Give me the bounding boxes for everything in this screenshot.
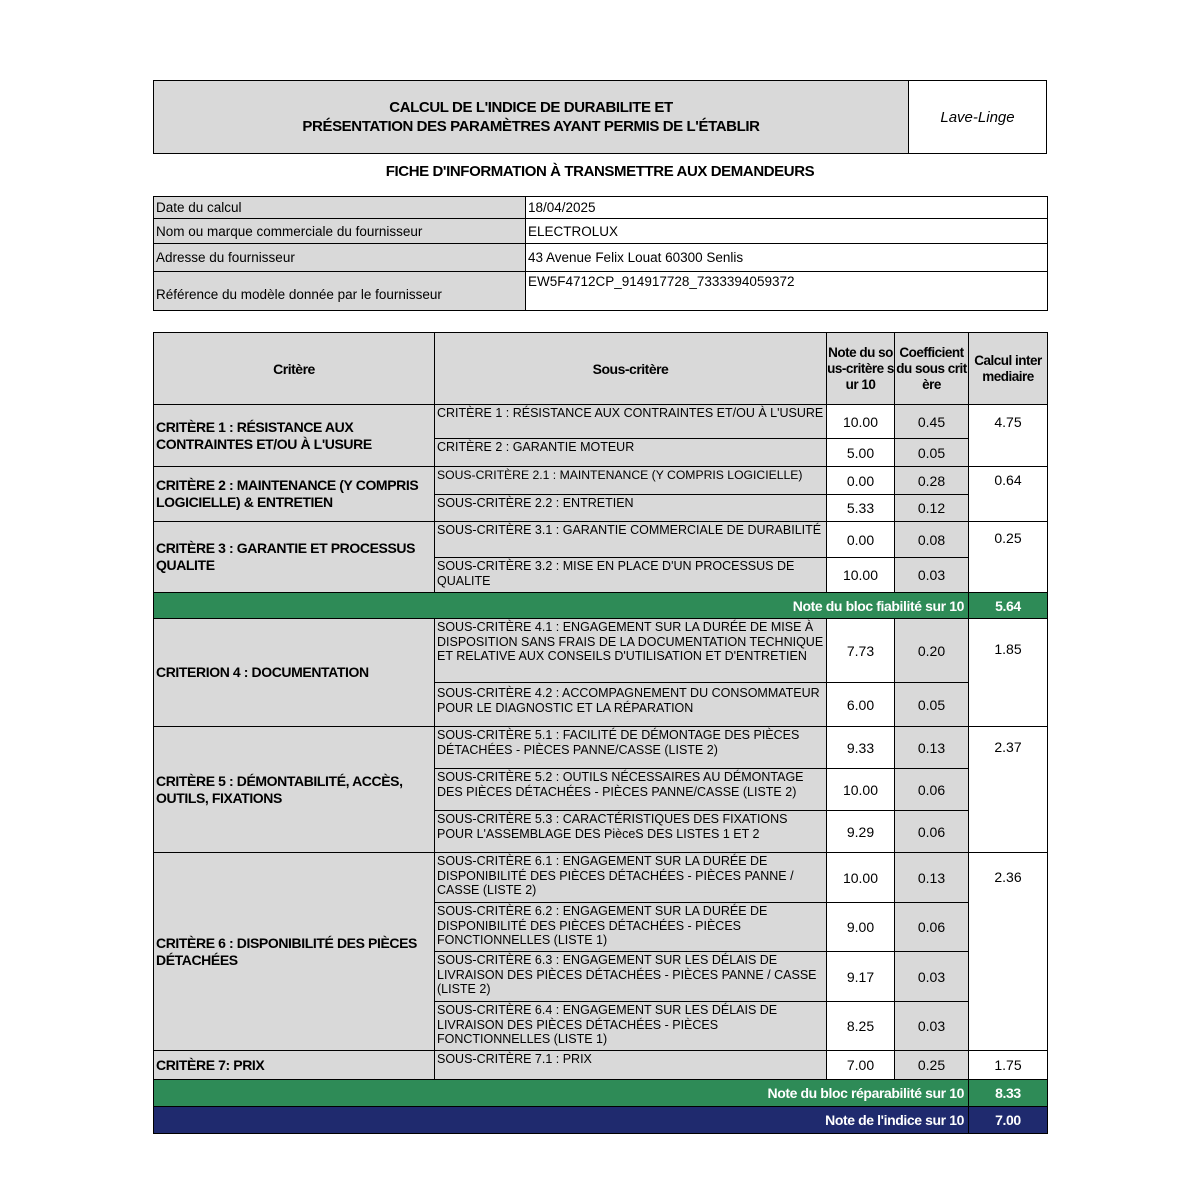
header-sous-critere: Sous-critère: [435, 333, 827, 405]
info-label: Date du calcul: [154, 197, 526, 219]
bloc-fiabilite-value: 5.64: [969, 593, 1048, 619]
table-row: [154, 1051, 1048, 1080]
sub-coefficient: 0.06: [895, 903, 969, 952]
sub-coefficient: 0.03: [895, 952, 969, 1002]
indice-label: Note de l'indice sur 10: [154, 1107, 969, 1134]
bloc-fiabilite-row: [154, 593, 1048, 619]
info-row-address: [154, 244, 1048, 272]
table-header-row: [154, 333, 1048, 405]
sub-criterion: SOUS-CRITÈRE 4.1 : ENGAGEMENT SUR LA DURÉE DE MISE À DISPOSITION SANS FRAIS DE LA DOCUMENTATION TECHNIQUE ET RELATIVE AUX CONSEILS D'UTILISATION ET D'ENTRETIEN: [435, 619, 827, 683]
table-row: [154, 405, 1048, 439]
info-label: Adresse du fournisseur: [154, 244, 526, 272]
sub-criterion: SOUS-CRITÈRE 7.1 : PRIX: [435, 1051, 827, 1080]
sub-criterion: CRITÈRE 1 : RÉSISTANCE AUX CONTRAINTES ET/OU À L'USURE: [435, 405, 827, 439]
header-note: Note du sous-critère sur 10: [827, 333, 895, 405]
table-row: [154, 853, 1048, 903]
criterion-7: CRITÈRE 7: PRIX: [154, 1051, 435, 1080]
sub-note: 9.17: [827, 952, 895, 1002]
criterion-6: CRITÈRE 6 : DISPONIBILITÉ DES PIÈCES DÉTACHÉES: [154, 853, 435, 1051]
sub-criterion: SOUS-CRITÈRE 4.2 : ACCOMPAGNEMENT DU CONSOMMATEUR POUR LE DIAGNOSTIC ET LA RÉPARATION: [435, 683, 827, 727]
criterion-2: CRITÈRE 2 : MAINTENANCE (Y COMPRIS LOGICIELLE) & ENTRETIEN: [154, 467, 435, 522]
sub-note: 10.00: [827, 405, 895, 439]
document-header: [153, 80, 1047, 154]
criterion-4: CRITERION 4 : DOCUMENTATION: [154, 619, 435, 727]
sub-coefficient: 0.13: [895, 853, 969, 903]
bloc-reparabilite-value: 8.33: [969, 1080, 1048, 1107]
header-critere: Critère: [154, 333, 435, 405]
bloc-reparabilite-label: Note du bloc réparabilité sur 10: [154, 1080, 969, 1107]
document-title: [154, 81, 909, 153]
fiche-title: FICHE D'INFORMATION À TRANSMETTRE AUX DEMANDEURS: [385, 163, 815, 180]
sub-coefficient: 0.06: [895, 811, 969, 853]
sub-coefficient: 0.03: [895, 558, 969, 593]
info-row-brand: [154, 219, 1048, 244]
sub-coefficient: 0.20: [895, 619, 969, 683]
sub-note: 10.00: [827, 558, 895, 593]
title-line-2: PRÉSENTATION DES PARAMÈTRES AYANT PERMIS DE L'ÉTABLIR: [302, 118, 760, 135]
sub-criterion: SOUS-CRITÈRE 2.2 : ENTRETIEN: [435, 495, 827, 522]
sub-coefficient: 0.28: [895, 467, 969, 495]
info-row-reference: [154, 272, 1048, 311]
sub-note: 9.29: [827, 811, 895, 853]
sub-note: 10.00: [827, 853, 895, 903]
info-value: EW5F4712CP_914917728_7333394059372: [526, 272, 1048, 311]
sub-note: 9.33: [827, 727, 895, 769]
sub-coefficient: 0.03: [895, 1002, 969, 1051]
sub-criterion: SOUS-CRITÈRE 6.4 : ENGAGEMENT SUR LES DÉLAIS DE LIVRAISON DES PIÈCES DÉTACHÉES - PIÈCES FONCTIONNELLES (LISTE 1): [435, 1002, 827, 1051]
sub-coefficient: 0.05: [895, 683, 969, 727]
sub-coefficient: 0.05: [895, 439, 969, 467]
sub-criterion: SOUS-CRITÈRE 5.1 : FACILITÉ DE DÉMONTAGE DES PIÈCES DÉTACHÉES - PIÈCES PANNE/CASSE (LISTE 2): [435, 727, 827, 769]
sub-criterion: SOUS-CRITÈRE 6.3 : ENGAGEMENT SUR LES DÉLAIS DE LIVRAISON DES PIÈCES DÉTACHÉES - PIÈCES PANNE / CASSE (LISTE 2): [435, 952, 827, 1002]
sub-note: 9.00: [827, 903, 895, 952]
supplier-info-table: [153, 196, 1048, 311]
info-value: 18/04/2025: [526, 197, 1048, 219]
indice-row: [154, 1107, 1048, 1134]
product-type: Lave-Linge: [940, 108, 1015, 126]
table-row: [154, 522, 1048, 558]
sub-note: 10.00: [827, 769, 895, 811]
info-row-date: [154, 197, 1048, 219]
intermediate-calc: 4.75: [969, 405, 1048, 467]
criterion-1: CRITÈRE 1 : RÉSISTANCE AUX CONTRAINTES ET/OU À L'USURE: [154, 405, 435, 467]
sub-coefficient: 0.12: [895, 495, 969, 522]
sub-criterion: SOUS-CRITÈRE 2.1 : MAINTENANCE (Y COMPRIS LOGICIELLE): [435, 467, 827, 495]
title-line-1: CALCUL DE L'INDICE DE DURABILITE ET: [389, 99, 673, 116]
sub-criterion: SOUS-CRITÈRE 3.1 : GARANTIE COMMERCIALE DE DURABILITÉ: [435, 522, 827, 558]
sub-note: 6.00: [827, 683, 895, 727]
table-row: [154, 467, 1048, 495]
header-calcul: Calcul intermediaire: [969, 333, 1048, 405]
sub-note: 5.00: [827, 439, 895, 467]
sub-coefficient: 0.13: [895, 727, 969, 769]
sub-coefficient: 0.45: [895, 405, 969, 439]
info-label: Référence du modèle donnée par le fournisseur: [154, 272, 526, 311]
header-coefficient: Coefficient du sous critère: [895, 333, 969, 405]
intermediate-calc: 1.75: [969, 1051, 1048, 1080]
sub-criterion: SOUS-CRITÈRE 6.1 : ENGAGEMENT SUR LA DURÉE DE DISPONIBILITÉ DES PIÈCES DÉTACHÉES - PIÈCES PANNE / CASSE (LISTE 2): [435, 853, 827, 903]
sub-coefficient: 0.25: [895, 1051, 969, 1080]
bloc-fiabilite-label: Note du bloc fiabilité sur 10: [154, 593, 969, 619]
intermediate-calc: 1.85: [969, 619, 1048, 727]
sub-criterion: SOUS-CRITÈRE 6.2 : ENGAGEMENT SUR LA DURÉE DE DISPONIBILITÉ DES PIÈCES DÉTACHÉES - PIÈCES FONCTIONNELLES (LISTE 1): [435, 903, 827, 952]
table-row: [154, 619, 1048, 683]
sub-criterion: SOUS-CRITÈRE 5.3 : CARACTÉRISTIQUES DES FIXATIONS POUR L'ASSEMBLAGE DES PièceS DES LISTES 1 ET 2: [435, 811, 827, 853]
intermediate-calc: 2.36: [969, 853, 1048, 1051]
sub-note: 0.00: [827, 522, 895, 558]
intermediate-calc: 0.64: [969, 467, 1048, 522]
sub-note: 7.00: [827, 1051, 895, 1080]
info-value: ELECTROLUX: [526, 219, 1048, 244]
intermediate-calc: 2.37: [969, 727, 1048, 853]
criterion-3: CRITÈRE 3 : GARANTIE ET PROCESSUS QUALITE: [154, 522, 435, 593]
sub-note: 5.33: [827, 495, 895, 522]
intermediate-calc: 0.25: [969, 522, 1048, 593]
sub-note: 8.25: [827, 1002, 895, 1051]
info-value: 43 Avenue Felix Louat 60300 Senlis: [526, 244, 1048, 272]
sub-coefficient: 0.06: [895, 769, 969, 811]
sub-criterion: SOUS-CRITÈRE 3.2 : MISE EN PLACE D'UN PROCESSUS DE QUALITE: [435, 558, 827, 593]
sub-note: 0.00: [827, 467, 895, 495]
info-label: Nom ou marque commerciale du fournisseur: [154, 219, 526, 244]
sub-criterion: CRITÈRE 2 : GARANTIE MOTEUR: [435, 439, 827, 467]
table-row: [154, 727, 1048, 769]
durability-table: [153, 332, 1048, 1134]
sub-criterion: SOUS-CRITÈRE 5.2 : OUTILS NÉCESSAIRES AU DÉMONTAGE DES PIÈCES DÉTACHÉES - PIÈCES PANNE/CASSE (LISTE 2): [435, 769, 827, 811]
bloc-reparabilite-row: [154, 1080, 1048, 1107]
criterion-5: CRITÈRE 5 : DÉMONTABILITÉ, ACCÈS, OUTILS, FIXATIONS: [154, 727, 435, 853]
indice-value: 7.00: [969, 1107, 1048, 1134]
sub-coefficient: 0.08: [895, 522, 969, 558]
sub-note: 7.73: [827, 619, 895, 683]
